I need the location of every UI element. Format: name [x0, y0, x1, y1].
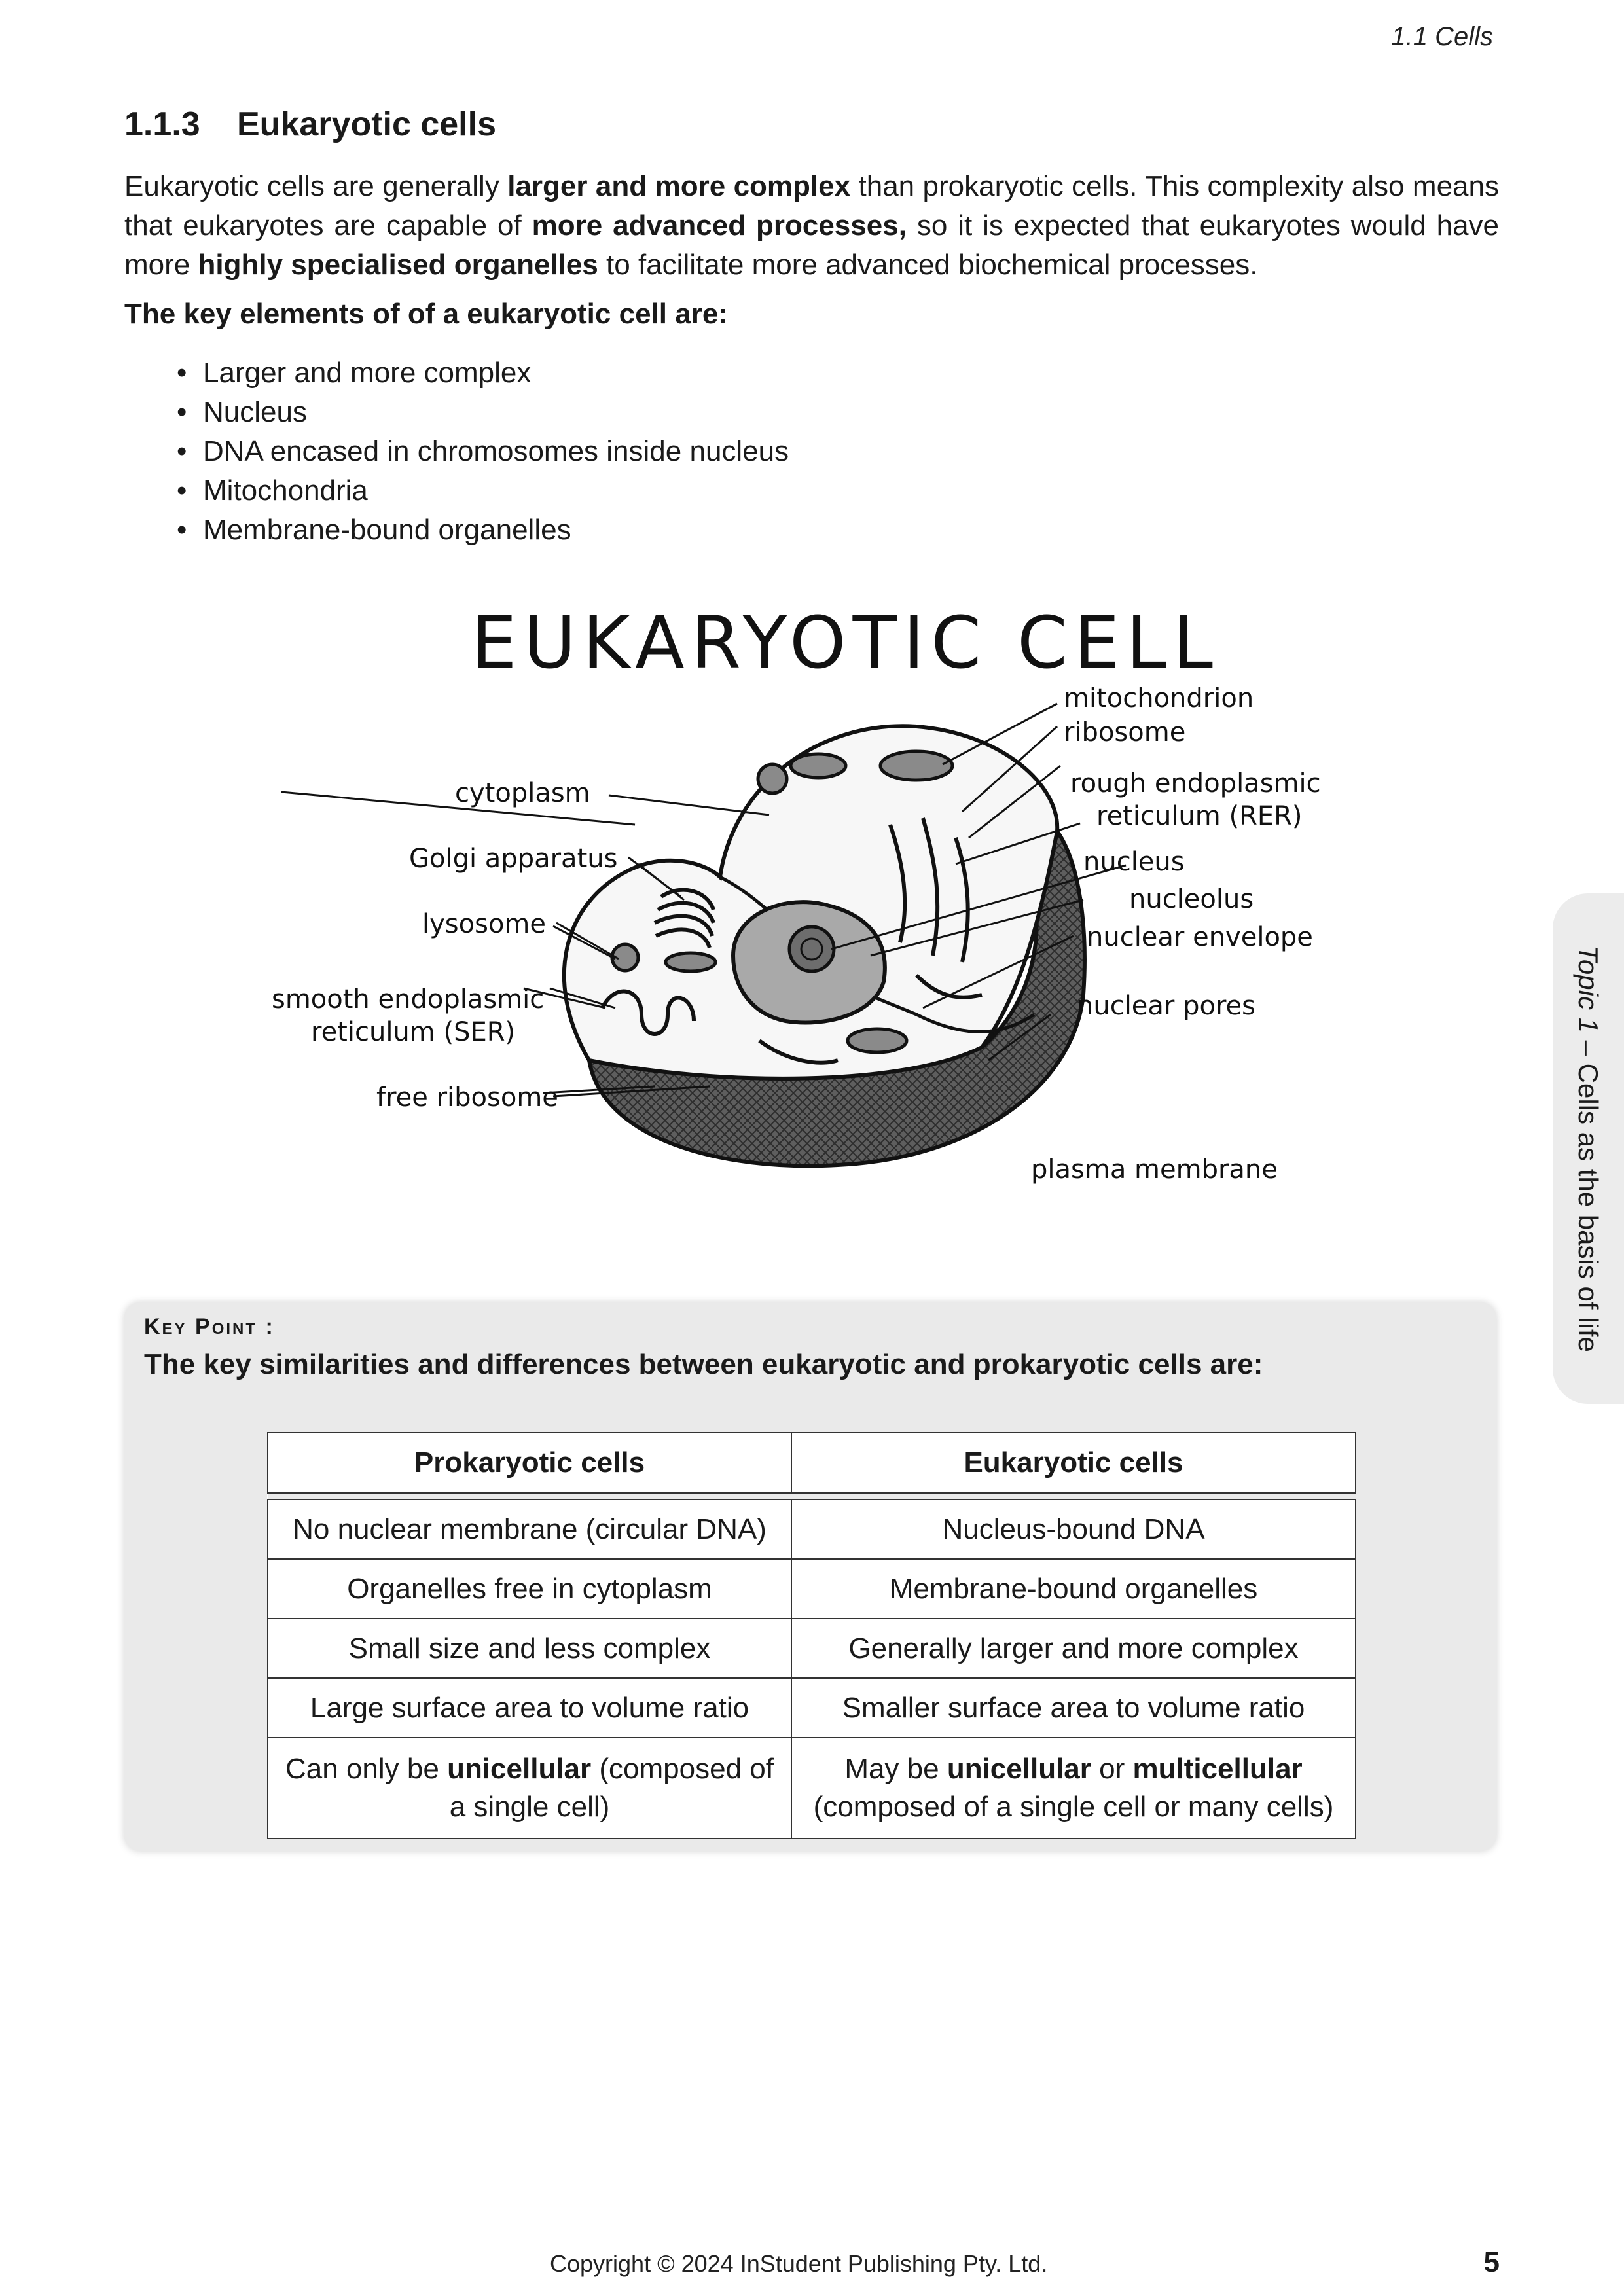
diagram-title: EUKARYOTIC CELL [471, 601, 1219, 685]
label-nucleolus: nucleolus [1129, 884, 1254, 914]
key-point-label: Key Point : [144, 1314, 275, 1339]
label-nuclear-pores: nuclear pores [1077, 991, 1255, 1021]
cell-text: (composed of a single cell) [449, 1753, 774, 1823]
key-elements-lead: The key elements of of a eukaryotic cell are: [124, 298, 728, 330]
cell-text: (composed of a single cell or many cells) [813, 1791, 1334, 1823]
mitochondrion-shape [848, 1029, 907, 1052]
mitochondrion-shape [791, 754, 846, 778]
table-cell: Large surface area to volume ratio [268, 1678, 791, 1738]
list-item: • Membrane-bound organelles [177, 511, 789, 550]
table-cell [791, 1738, 1356, 1839]
eukaryotic-cell-diagram [262, 589, 1375, 1211]
topic-title: Cells as the basis of life [1573, 1063, 1604, 1352]
intro-bold-2: more advanced processes, [532, 209, 907, 242]
intro-text-4: to facilitate more advanced biochemical processes. [598, 249, 1258, 281]
table-header-row [268, 1433, 1356, 1493]
section-title: Eukaryotic cells [237, 105, 496, 143]
intro-paragraph [124, 167, 1499, 285]
label-rer-1: rough endoplasmic [1070, 768, 1321, 798]
table-spacer [268, 1493, 1356, 1499]
cell-text: Can only be [285, 1753, 448, 1785]
cell-illustration [262, 589, 1375, 1211]
label-golgi: Golgi apparatus [409, 844, 618, 874]
label-nuclear-envelope: nuclear envelope [1087, 922, 1313, 952]
table-row [268, 1619, 1356, 1678]
intro-bold-3: highly specialised organelles [198, 249, 598, 281]
section-heading [124, 105, 496, 144]
table-row [268, 1499, 1356, 1559]
cell-text: or [1091, 1753, 1133, 1785]
label-mitochondrion: mitochondrion [1064, 683, 1254, 713]
table-cell: Small size and less complex [268, 1619, 791, 1678]
label-ser-2: reticulum (SER) [311, 1017, 516, 1047]
label-cytoplasm: cytoplasm [455, 778, 590, 808]
label-plasma-membrane: plasma membrane [1031, 1155, 1278, 1185]
label-free-ribosome: free ribosome [376, 1083, 558, 1113]
table-row [268, 1738, 1356, 1839]
label-ser-1: smooth endoplasmic [272, 984, 545, 1014]
list-item: • Nucleus [177, 393, 789, 432]
section-number: 1.1.3 [124, 105, 200, 143]
table-cell: Membrane-bound organelles [791, 1559, 1356, 1619]
footer-copyright: Copyright © 2024 InStudent Publishing Pty. Ltd. [550, 2250, 1048, 2277]
table-cell: Generally larger and more complex [791, 1619, 1356, 1678]
table-cell: Nucleus-bound DNA [791, 1499, 1356, 1559]
list-item: • Larger and more complex [177, 353, 789, 393]
topic-dash: – [1573, 1032, 1604, 1064]
label-lysosome: lysosome [422, 909, 546, 939]
intro-bold-1: larger and more complex [507, 170, 851, 202]
cell-bold: multicellular [1132, 1753, 1303, 1785]
key-elements-list [177, 353, 789, 550]
page-number: 5 [1483, 2246, 1500, 2278]
label-nucleus: nucleus [1083, 847, 1185, 877]
nucleolus-shape [789, 927, 834, 971]
mitochondrion-shape [880, 751, 952, 780]
table-cell: No nuclear membrane (circular DNA) [268, 1499, 791, 1559]
table-cell: Organelles free in cytoplasm [268, 1559, 791, 1619]
topic-side-tab-label [1572, 945, 1604, 1352]
cell-bold: unicellular [947, 1753, 1091, 1785]
key-point-title: The key similarities and differences between eukaryotic and prokaryotic cells are: [144, 1348, 1263, 1380]
list-item: • DNA encased in chromosomes inside nucleus [177, 432, 789, 471]
topic-number: Topic 1 [1573, 945, 1604, 1033]
table-cell: Smaller surface area to volume ratio [791, 1678, 1356, 1738]
key-point-box [124, 1302, 1496, 1851]
label-rer-2: reticulum (RER) [1096, 801, 1303, 831]
label-ribosome: ribosome [1064, 717, 1186, 747]
table-cell [268, 1738, 791, 1839]
running-header: 1.1 Cells [1391, 22, 1493, 51]
comparison-table [267, 1432, 1356, 1839]
mitochondrion-shape [666, 953, 715, 971]
header-prokaryotic: Prokaryotic cells [268, 1433, 791, 1493]
list-item: • Mitochondria [177, 471, 789, 511]
table-row [268, 1678, 1356, 1738]
table-row [268, 1559, 1356, 1619]
intro-text-1: Eukaryotic cells are generally [124, 170, 508, 202]
cell-text: May be [844, 1753, 947, 1785]
intro-text-2: than prokaryotic cells. This complexity also means that eukaryotes are capable of [124, 170, 1499, 242]
header-eukaryotic: Eukaryotic cells [791, 1433, 1356, 1493]
intro-text-3: so it is expected that eukaryotes would have more [124, 209, 1500, 281]
cell-bold: unicellular [447, 1753, 592, 1785]
mitochondrion-shape [758, 764, 787, 793]
